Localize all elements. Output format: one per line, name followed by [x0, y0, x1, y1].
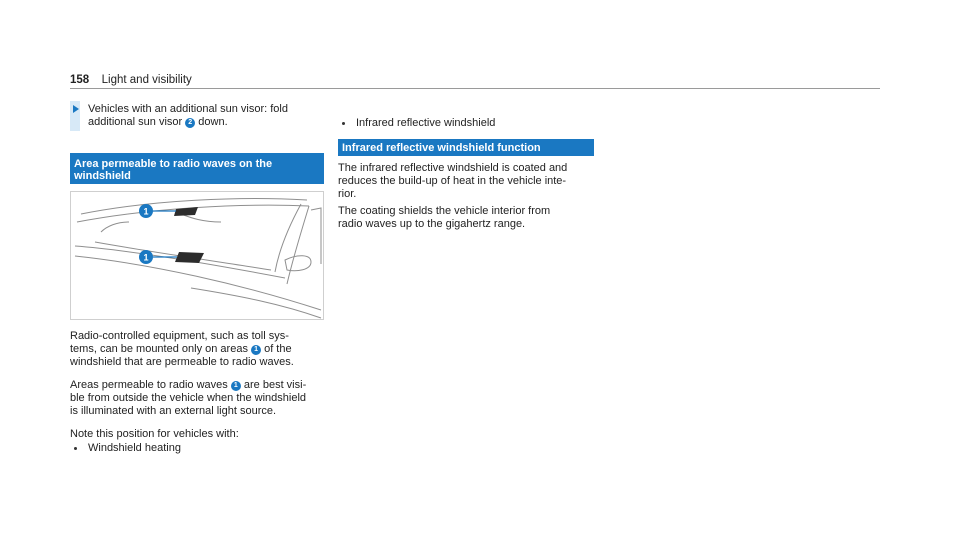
paragraph-line: [70, 343, 326, 356]
paragraph-line-pre: Areas permeable to radio waves: [70, 379, 228, 391]
paragraph-line: The coating shields the vehicle interior from: [338, 205, 551, 217]
bullet-icon: [74, 447, 77, 450]
paragraph-line-post: of the: [264, 343, 292, 355]
step-text: [88, 103, 325, 129]
callout-marker-bottom-label: 1: [143, 252, 149, 263]
paragraph-line: [70, 379, 326, 392]
callout-marker: 1: [231, 381, 241, 391]
heading-line: Area permeable to radio waves on the: [74, 158, 273, 170]
paragraph-visibility: [70, 379, 326, 418]
windshield-illustration: [70, 191, 324, 320]
permeable-area-bottom: [175, 252, 204, 263]
windshield-drawing: [71, 192, 323, 319]
paragraph-note: Note this position for vehicles with:: [70, 428, 239, 440]
paragraph-infrared-coating: [338, 162, 594, 201]
paragraph-line: rior.: [338, 188, 357, 200]
list-item: [70, 442, 344, 455]
paragraph-line: is illuminated with an external light source.: [70, 405, 277, 417]
paragraph-line: windshield that are permeable to radio waves.: [70, 356, 294, 368]
list-item-text: Infrared reflective windshield: [356, 117, 496, 129]
paragraph-line-pre: tems, can be mounted only on areas: [70, 343, 248, 355]
section-heading-infrared: Infrared reflective windshield function: [338, 139, 594, 156]
interior-line: [101, 222, 129, 232]
list-item-text: Windshield heating: [88, 442, 181, 454]
heading-line: windshield: [74, 170, 131, 182]
bullet-icon: [342, 122, 345, 125]
page-title: Light and visibility: [101, 74, 192, 86]
paragraph-line: Radio-controlled equipment, such as toll sys-: [70, 330, 289, 342]
side-window: [311, 208, 321, 264]
instruction-step: [70, 103, 325, 129]
paragraph-line: The infrared reflective windshield is coated and: [338, 162, 568, 174]
callout-marker-top-label: 1: [143, 206, 149, 217]
fender-line: [191, 288, 321, 318]
paragraph-line-post: are best visi-: [243, 379, 307, 391]
page-header: [70, 70, 880, 89]
callout-marker: 1: [251, 345, 261, 355]
paragraph-coating-shield: [338, 205, 594, 231]
body-line: [75, 256, 321, 310]
step-arrow-icon: [73, 105, 79, 113]
list-item: [338, 117, 612, 130]
step-line-post: down.: [198, 116, 228, 128]
section-heading-radio-area: [70, 153, 324, 184]
step-line: Vehicles with an additional sun visor: fold: [88, 103, 288, 115]
paragraph-line: reduces the build-up of heat in the vehicle inte-: [338, 175, 567, 187]
page-number: 158: [70, 74, 90, 86]
a-pillar-outer: [287, 206, 309, 284]
paragraph-line: ble from outside the vehicle when the windshield: [70, 392, 307, 404]
step-line: [88, 116, 325, 129]
a-pillar: [275, 204, 301, 272]
permeable-area-top: [174, 207, 198, 216]
side-mirror: [285, 256, 311, 271]
paragraph-line: radio waves up to the gigahertz range.: [338, 218, 526, 230]
paragraph-radio-equipment: [70, 330, 326, 369]
callout-marker: 2: [185, 118, 195, 128]
step-line-pre: additional sun visor: [88, 116, 183, 128]
